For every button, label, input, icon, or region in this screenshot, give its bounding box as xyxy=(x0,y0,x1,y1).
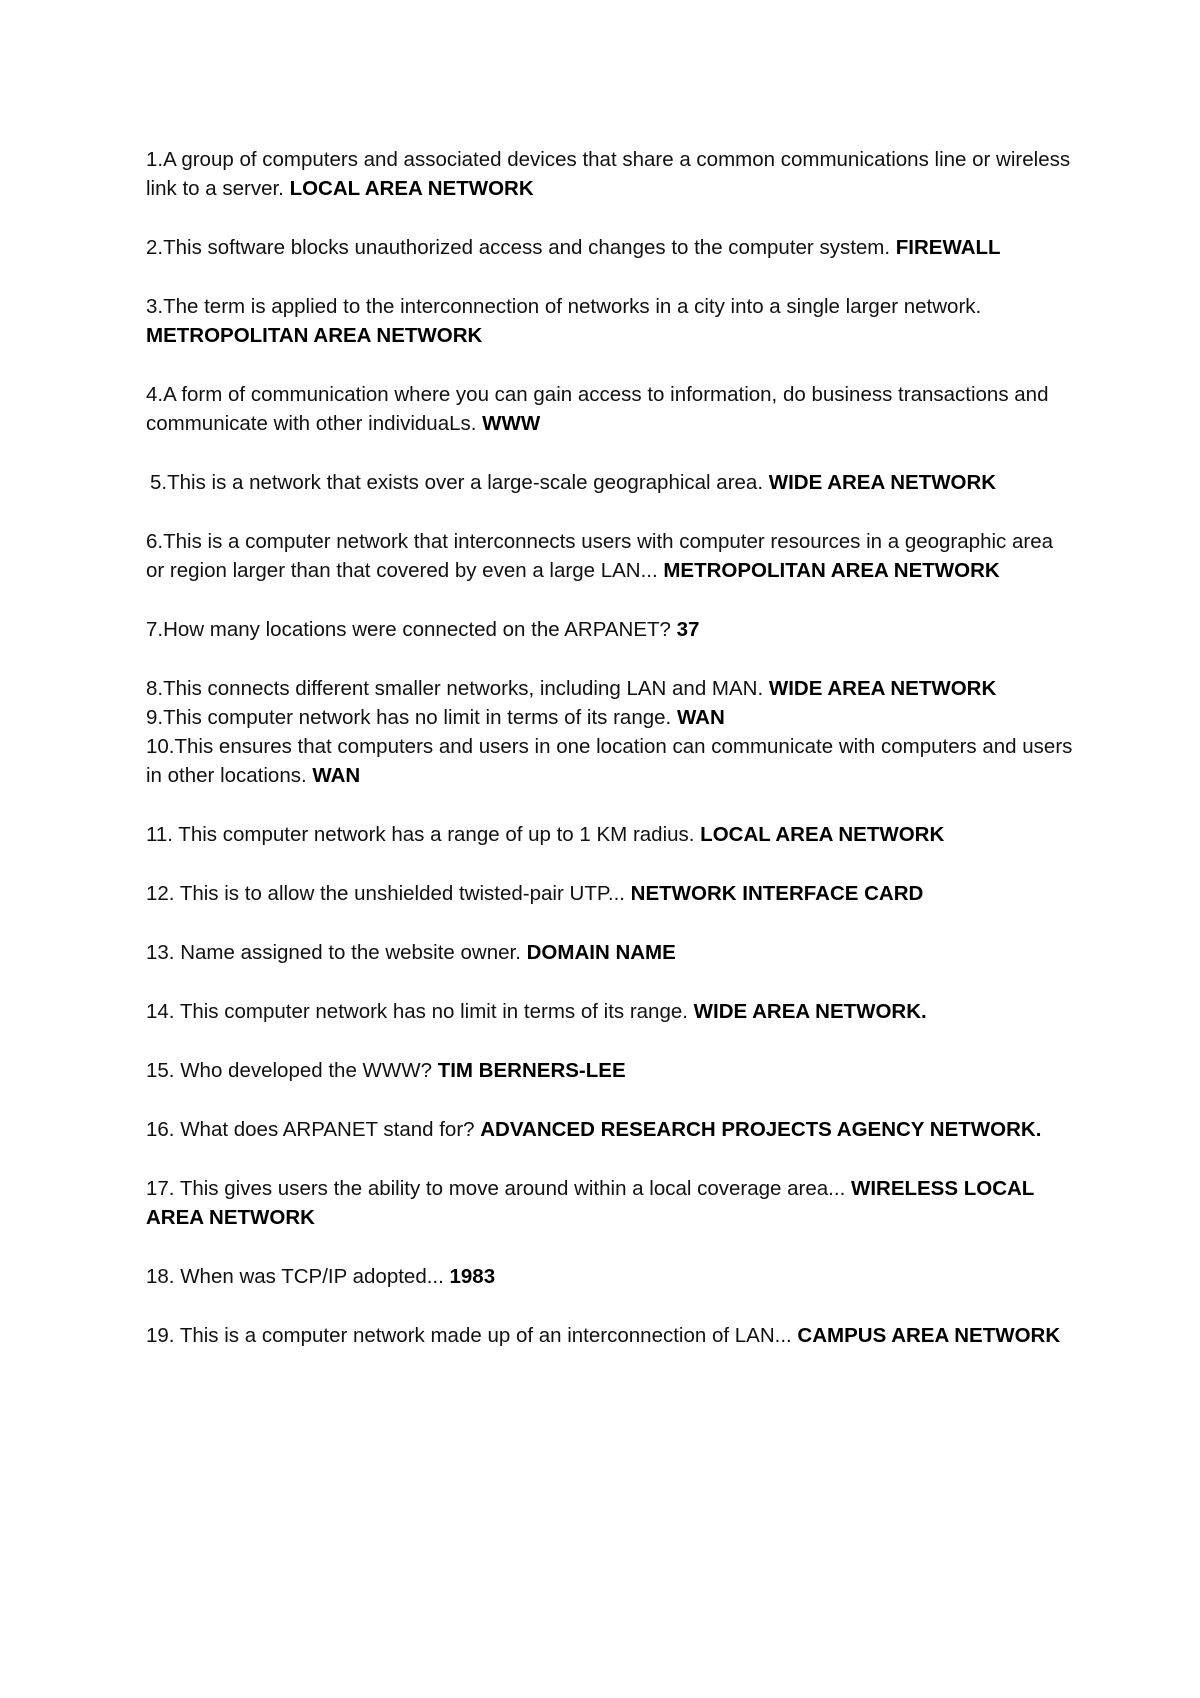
answer-text: 37 xyxy=(676,618,700,641)
question-list xyxy=(146,145,1076,1380)
answer-text: WIDE AREA NETWORK xyxy=(768,677,997,700)
answer-text: WAN xyxy=(676,706,725,729)
question-text: 19. This is a computer network made up of an interconnection of LAN... xyxy=(146,1324,798,1347)
question-item-17 xyxy=(146,1174,1076,1232)
question-text: 16. What does ARPANET stand for? xyxy=(146,1118,481,1141)
answer-text: DOMAIN NAME xyxy=(526,941,676,964)
answer-text: LOCAL AREA NETWORK xyxy=(289,177,534,200)
question-text: 3.The term is applied to the interconnection of networks in a city into a single larger network. xyxy=(146,295,982,318)
answer-text: NETWORK INTERFACE CARD xyxy=(630,882,924,905)
question-item-13 xyxy=(146,938,1076,967)
answer-text: METROPOLITAN AREA NETWORK xyxy=(146,324,483,347)
question-text: 17. This gives users the ability to move around within a local coverage area... xyxy=(146,1177,851,1200)
answer-text: WIDE AREA NETWORK. xyxy=(693,1000,927,1023)
answer-text: METROPOLITAN AREA NETWORK xyxy=(663,559,1000,582)
question-text: 18. When was TCP/IP adopted... xyxy=(146,1265,450,1288)
question-item-15 xyxy=(146,1056,1076,1085)
answer-text: CAMPUS AREA NETWORK xyxy=(797,1324,1061,1347)
question-item-3 xyxy=(146,292,1076,350)
question-text: 1.A group of computers and associated devices that share a common communications line or wireless link to a server. xyxy=(146,148,1071,200)
question-text: 8.This connects different smaller networks, including LAN and MAN. xyxy=(146,677,769,700)
answer-text: FIREWALL xyxy=(895,236,1001,259)
question-item-11 xyxy=(146,820,1076,849)
question-text: 15. Who developed the WWW? xyxy=(146,1059,438,1082)
question-item-14 xyxy=(146,997,1076,1026)
answer-text: WAN xyxy=(312,764,361,787)
question-item-12 xyxy=(146,879,1076,908)
question-text: 9.This computer network has no limit in terms of its range. xyxy=(146,706,677,729)
question-text: 4.A form of communication where you can gain access to information, do business transactions and communicate with other individuaLs. xyxy=(146,383,1049,435)
question-item-5 xyxy=(146,468,1076,497)
question-text: 14. This computer network has no limit in terms of its range. xyxy=(146,1000,694,1023)
question-item-19 xyxy=(146,1321,1076,1350)
answer-text: WIRELESS LOCAL AREA NETWORK xyxy=(146,1177,1034,1229)
question-item-18 xyxy=(146,1262,1076,1291)
question-text: 10.This ensures that computers and users in one location can communicate with computers and users in other locations. xyxy=(146,735,1073,787)
question-item-16 xyxy=(146,1115,1076,1144)
question-text: 5.This is a network that exists over a large-scale geographical area. xyxy=(150,471,769,494)
answer-text: WWW xyxy=(482,412,541,435)
answer-text: ADVANCED RESEARCH PROJECTS AGENCY NETWORK. xyxy=(480,1118,1042,1141)
question-item-1 xyxy=(146,145,1076,203)
answer-text: TIM BERNERS-LEE xyxy=(437,1059,626,1082)
question-text: 6.This is a computer network that interconnects users with computer resources in a geographic area or region larger than that covered by even a large LAN... xyxy=(146,530,1053,582)
question-text: 13. Name assigned to the website owner. xyxy=(146,941,527,964)
question-text: 7.How many locations were connected on the ARPANET? xyxy=(146,618,677,641)
question-item-10 xyxy=(146,732,1076,790)
question-item-9 xyxy=(146,703,1076,732)
question-text: 12. This is to allow the unshielded twisted-pair UTP... xyxy=(146,882,631,905)
answer-text: 1983 xyxy=(449,1265,496,1288)
answer-text: WIDE AREA NETWORK xyxy=(768,471,997,494)
question-item-7 xyxy=(146,615,1076,644)
question-item-4 xyxy=(146,380,1076,438)
question-text: 11. This computer network has a range of up to 1 KM radius. xyxy=(146,823,701,846)
question-item-8 xyxy=(146,674,1076,703)
answer-text: LOCAL AREA NETWORK xyxy=(700,823,945,846)
question-item-6 xyxy=(146,527,1076,585)
question-text: 2.This software blocks unauthorized access and changes to the computer system. xyxy=(146,236,896,259)
question-item-2 xyxy=(146,233,1076,262)
